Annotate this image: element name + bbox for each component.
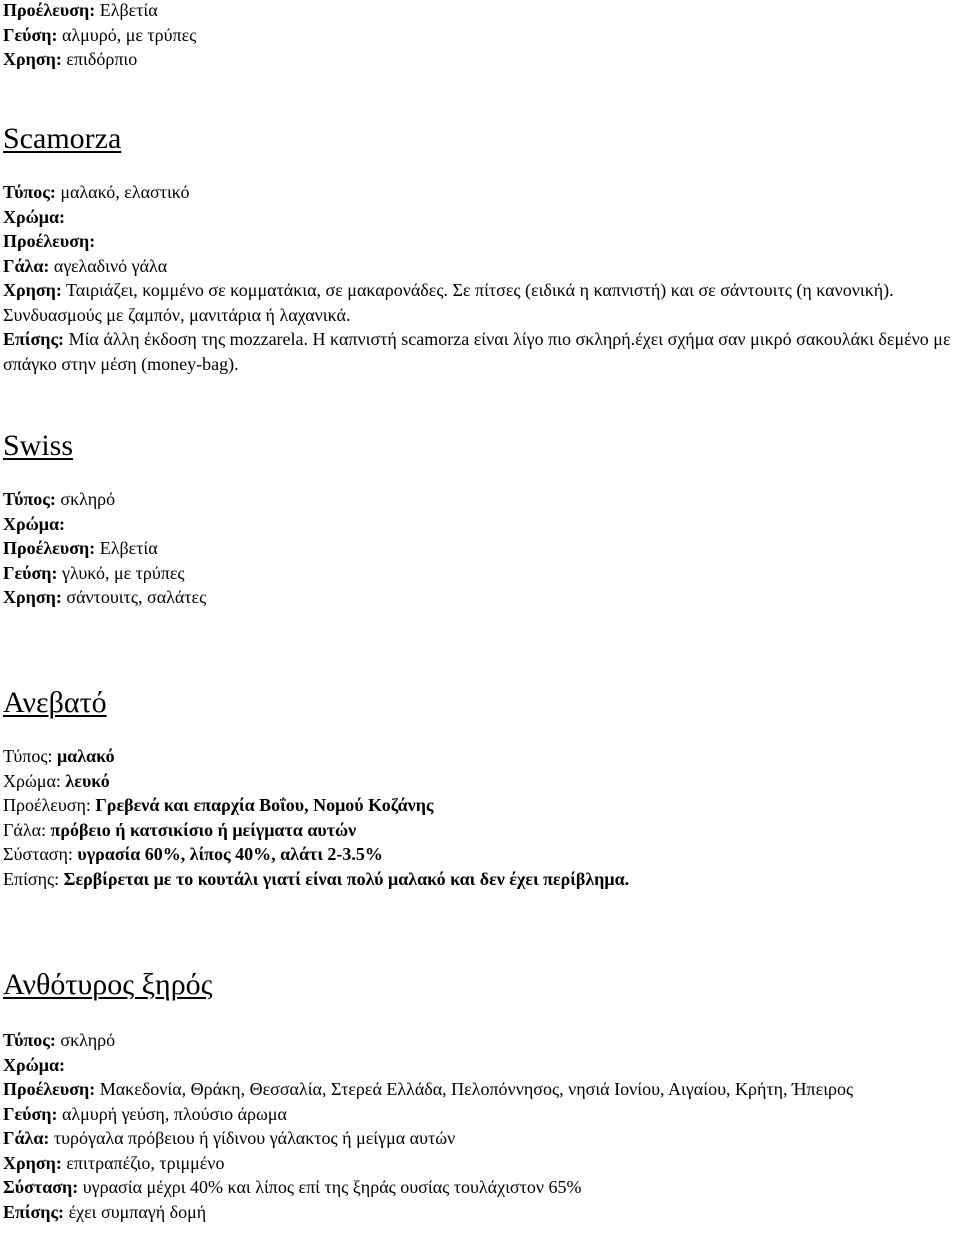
milk-label: Γάλα: xyxy=(3,1128,50,1148)
use-label: Χρηση: xyxy=(3,280,62,300)
use-row xyxy=(3,1151,958,1176)
taste-row xyxy=(3,561,206,586)
type-row xyxy=(3,180,958,205)
milk-row xyxy=(3,1126,958,1151)
origin-value: Ελβετία xyxy=(95,538,158,558)
taste-value: αλμυρό, με τρύπες xyxy=(57,24,197,45)
section-title: Ανθότυρος ξηρός xyxy=(3,968,213,1001)
taste-value: γλυκό, με τρύπες xyxy=(57,562,185,583)
origin-row xyxy=(3,536,206,561)
milk-label: Γάλα: xyxy=(3,819,51,840)
taste-row xyxy=(3,23,196,48)
origin-row xyxy=(3,229,958,254)
taste-label: Γεύση: xyxy=(3,1103,58,1124)
composition-value: υγρασία μέχρι 40% και λίπος επί της ξηράς ουσίας τουλάχιστον 65% xyxy=(78,1177,582,1197)
also-row xyxy=(3,1200,958,1225)
color-label: Χρώμα: xyxy=(3,513,66,534)
composition-value: υγρασία 60%, λίπος 40%, αλάτι 2-3.5% xyxy=(77,844,383,864)
also-label: Επίσης: xyxy=(3,1201,65,1222)
milk-label: Γάλα: xyxy=(3,255,50,276)
also-label: Επίσης: xyxy=(3,868,64,889)
use-value: επιδόρπιο xyxy=(61,49,138,69)
use-label: Χρηση: xyxy=(3,49,62,69)
also-row xyxy=(3,327,958,376)
color-row xyxy=(3,512,206,537)
type-row xyxy=(3,1028,958,1053)
type-value: μαλακό xyxy=(56,746,115,766)
use-value: επιτραπέζιο, τριμμένο xyxy=(61,1152,225,1173)
origin-row xyxy=(3,1077,958,1102)
anevato-details xyxy=(3,744,629,891)
section-title: Scamorza xyxy=(3,122,122,155)
composition-label: Σύσταση: xyxy=(3,844,78,864)
milk-value: αγελαδινό γάλα xyxy=(49,255,168,276)
previous-cheese-fragment xyxy=(3,0,196,72)
also-label: Επίσης: xyxy=(3,329,65,349)
also-row xyxy=(3,867,629,892)
section-anthotyros xyxy=(3,968,213,1002)
origin-row xyxy=(3,0,196,23)
milk-row xyxy=(3,254,958,279)
composition-label: Σύσταση: xyxy=(3,1177,79,1197)
composition-row xyxy=(3,842,629,867)
section-scamorza xyxy=(3,122,121,156)
color-label: Χρώμα: xyxy=(3,770,66,791)
type-label: Τύπος: xyxy=(3,1030,56,1050)
type-label: Τύπος: xyxy=(3,182,56,202)
origin-label: Προέλευση: xyxy=(3,538,96,558)
composition-row xyxy=(3,1175,958,1200)
taste-row xyxy=(3,1102,958,1127)
origin-label: Προέλευση: xyxy=(3,0,96,20)
anthotyros-details xyxy=(3,1028,958,1224)
use-label: Χρηση: xyxy=(3,587,62,607)
also-value: Σερβίρεται με το κουτάλι γιατί είναι πολύ μαλακό και δεν έχει περίβλημα. xyxy=(63,868,630,889)
section-title: Swiss xyxy=(3,429,74,462)
use-row xyxy=(3,47,196,72)
type-value: σκληρό xyxy=(55,1030,116,1050)
section-swiss xyxy=(3,429,73,463)
origin-value: Ελβετία xyxy=(95,0,158,20)
origin-label: Προέλευση: xyxy=(3,1079,96,1099)
taste-label: Γεύση: xyxy=(3,562,58,583)
color-value: λευκό xyxy=(65,770,110,791)
origin-label: Προέλευση: xyxy=(3,231,96,251)
type-label: Τύπος: xyxy=(3,489,56,509)
type-row xyxy=(3,487,206,512)
scamorza-details xyxy=(3,180,958,376)
also-value: έχει συμπαγή δομή xyxy=(64,1201,207,1222)
section-title: Ανεβατό xyxy=(3,686,107,719)
origin-value: Γρεβενά και επαρχία Βοΐου, Νομού Κοζάνης xyxy=(95,795,434,815)
color-row xyxy=(3,1053,958,1078)
milk-value: τυρόγαλα πρόβειου ή γίδινου γάλακτος ή μείγμα αυτών xyxy=(49,1128,456,1148)
taste-value: αλμυρή γεύση, πλούσιο άρωμα xyxy=(57,1103,287,1124)
section-anevato xyxy=(3,686,107,720)
origin-row xyxy=(3,793,629,818)
color-label: Χρώμα: xyxy=(3,1054,66,1075)
color-label: Χρώμα: xyxy=(3,206,66,227)
use-value: σάντουιτς, σαλάτες xyxy=(61,587,207,607)
use-row xyxy=(3,278,958,327)
type-row xyxy=(3,744,629,769)
type-value: σκληρό xyxy=(55,489,116,509)
swiss-details xyxy=(3,487,206,610)
milk-row xyxy=(3,818,629,843)
taste-label: Γεύση: xyxy=(3,24,58,45)
use-row xyxy=(3,585,206,610)
origin-value: Μακεδονία, Θράκη, Θεσσαλία, Στερεά Ελλάδα, Πελοπόννησος, νησιά Ιονίου, Αιγαίου, Κρήτη, Ήπειρος xyxy=(95,1079,854,1099)
also-value: Μία άλλη έκδοση της mozzarela. Η καπνιστή scamorza είναι λίγο πιο σκληρή.έχει σχήμα σαν μικρό σακουλάκι δεμένο με σπάγκο στην μέση (money-bag). xyxy=(3,329,951,374)
use-value: Ταιριάζει, κομμένο σε κομματάκια, σε μακαρονάδες. Σε πίτσες (ειδικά η καπνιστή) και σε σάντουιτς (η κανονική). Συνδυασμούς με ζαμπόν, μανιτάρια ή λαχανικά. xyxy=(3,280,894,325)
type-value: μαλακό, ελαστικό xyxy=(55,182,190,202)
color-row xyxy=(3,769,629,794)
color-row xyxy=(3,205,958,230)
milk-value: πρόβειο ή κατσικίσιο ή μείγματα αυτών xyxy=(50,819,357,840)
type-label: Τύπος: xyxy=(3,746,57,766)
use-label: Χρηση: xyxy=(3,1152,62,1173)
origin-label: Προέλευση: xyxy=(3,795,96,815)
